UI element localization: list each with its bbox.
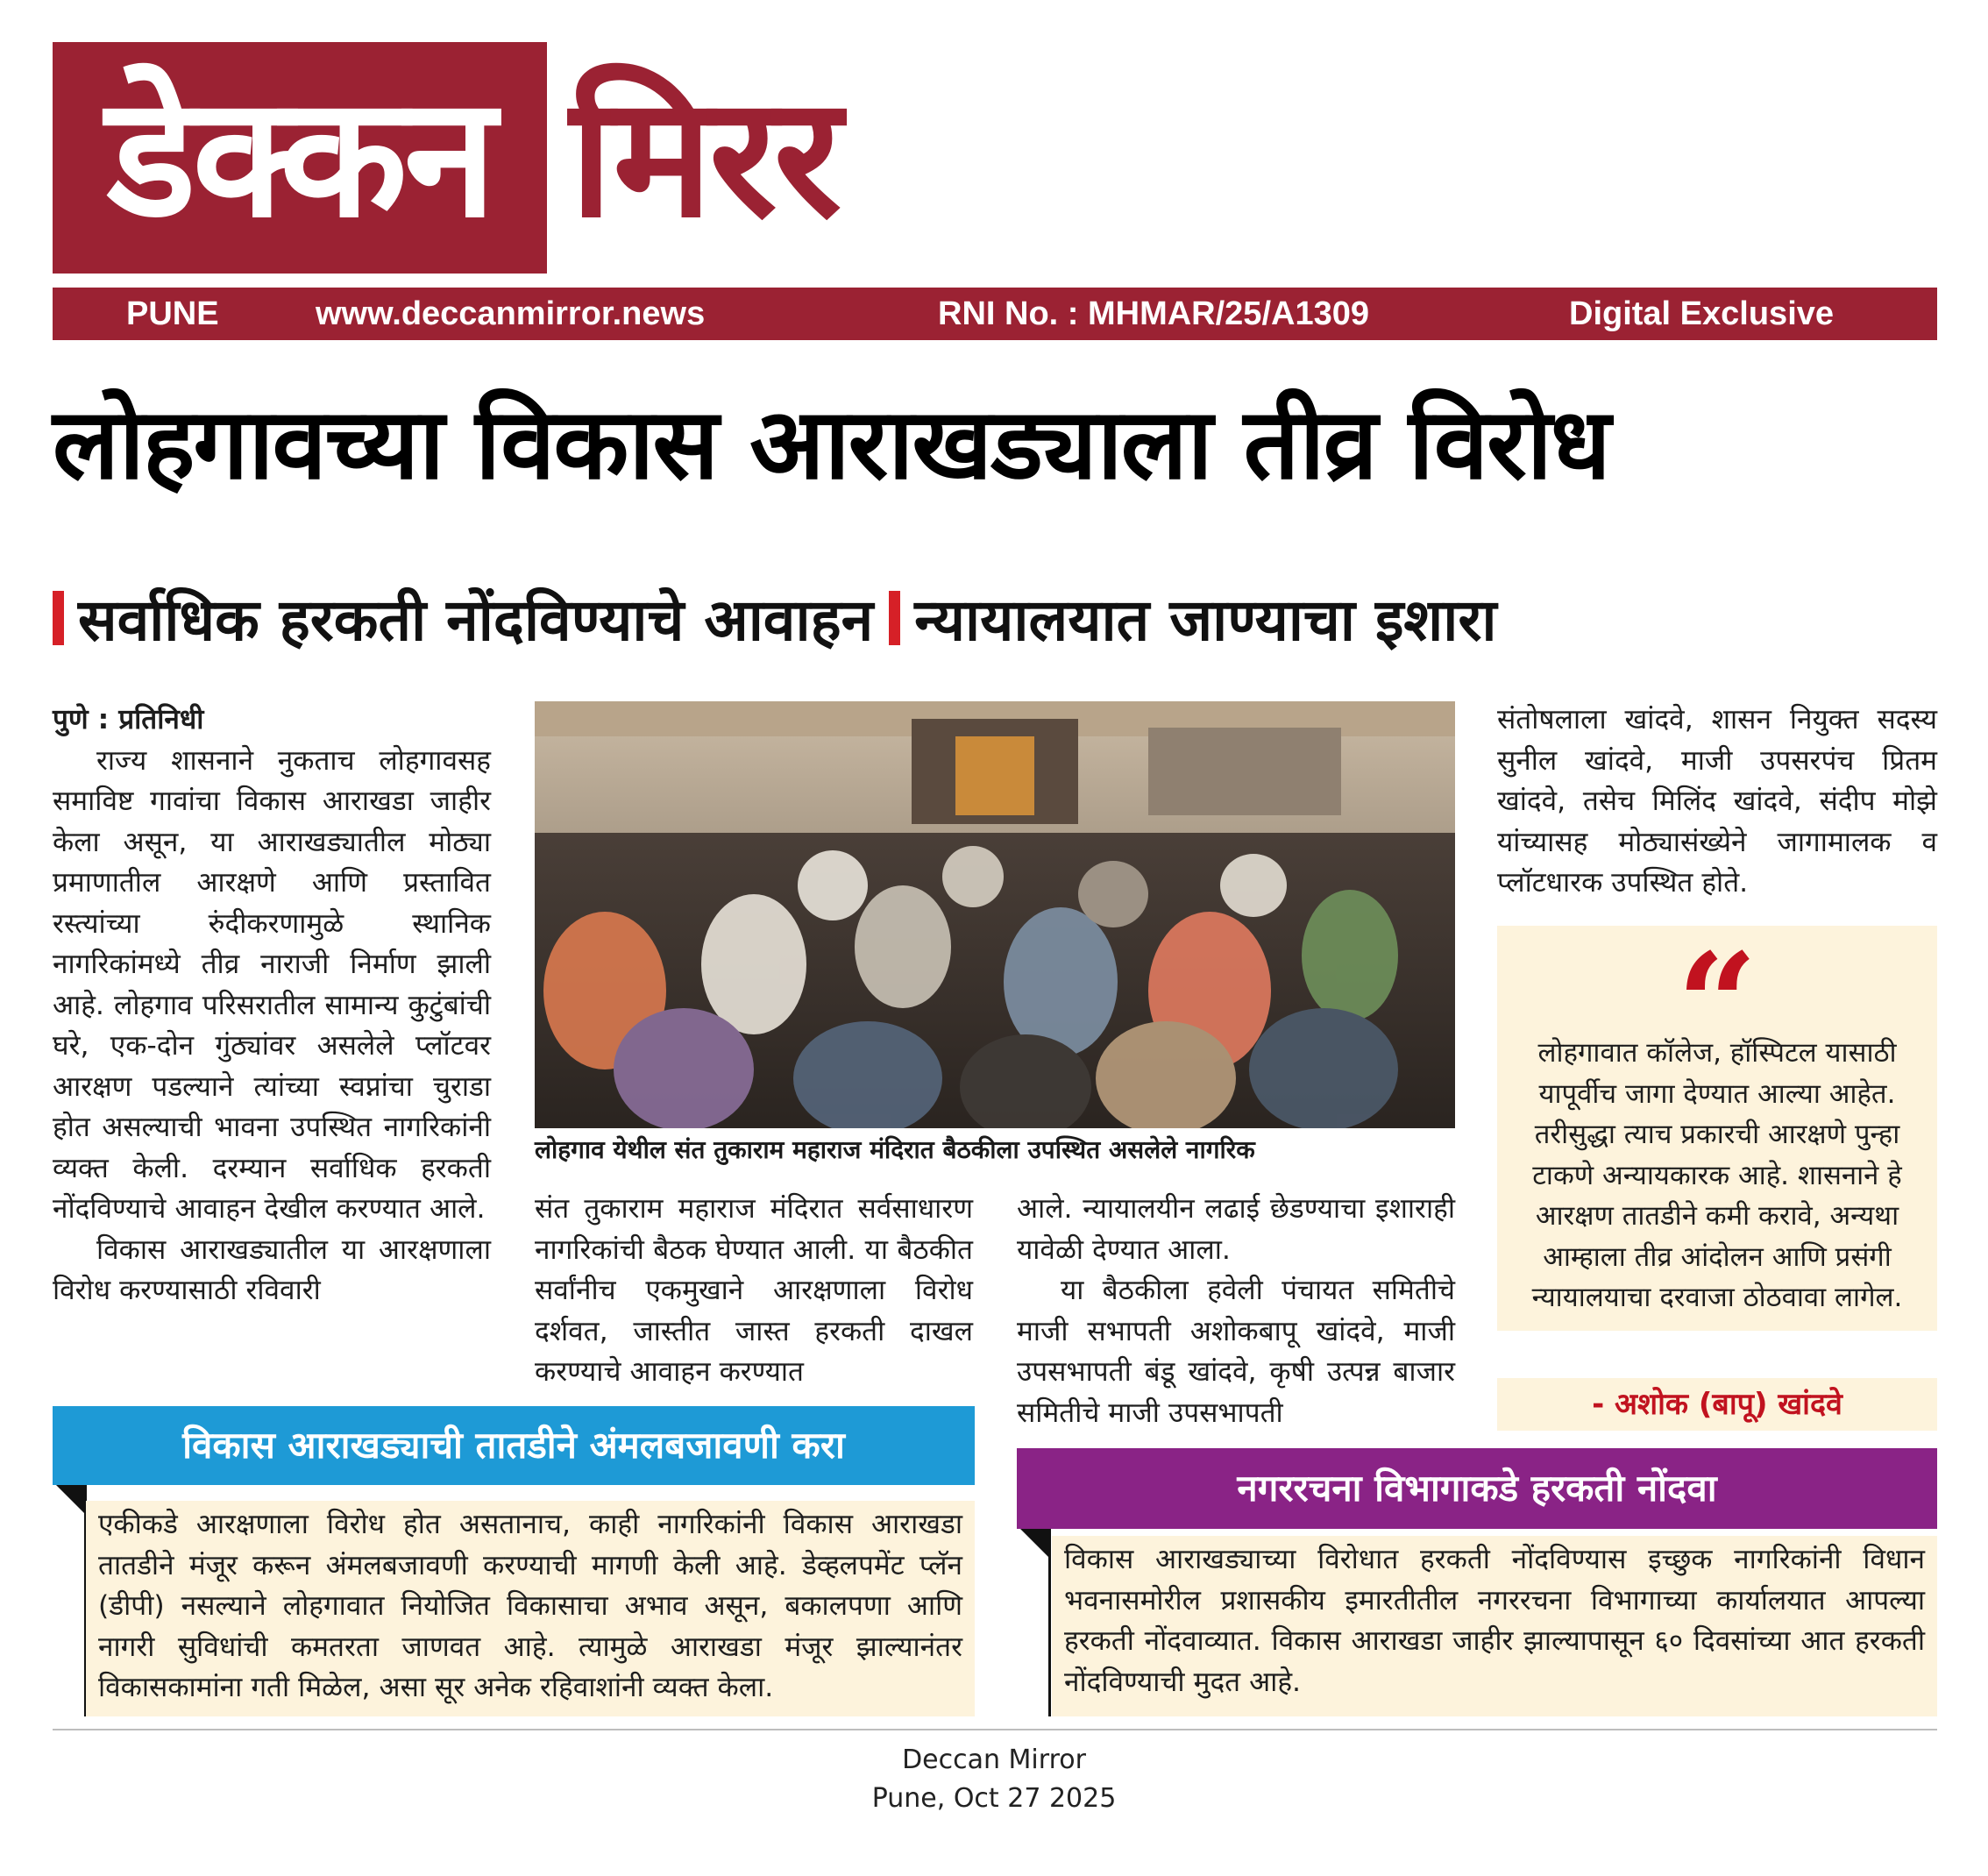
- article-paragraph: संत तुकाराम महाराज मंदिरात सर्वसाधारण नागरिकांची बैठक घेण्यात आली. या बैठकीत सर्वांनीच एकमुखाने आरक्षणाला विरोध दर्शवत, जास्तीत जास्त हरकती दाखल करण्याचे आवाहन करण्यात: [535, 1193, 973, 1388]
- subhead-marker: [53, 591, 64, 645]
- footer-date: Pune, Oct 27 2025: [871, 1783, 1117, 1814]
- article-column-2: [535, 1189, 973, 1393]
- photo-caption: लोहगाव येथील संत तुकाराम महाराज मंदिरात बैठकीला उपस्थित असलेले नागरिक: [535, 1135, 1255, 1164]
- website-link[interactable]: www.deccanmirror.news: [316, 295, 706, 332]
- box-blue-body: एकीकडे आरक्षणाला विरोध होत असतानाच, काही नागरिकांनी विकास आराखडा तातडीने मंजूर करून अंमलबजावणी करण्याची मागणी केली आहे. डेव्हलपमेंट प्लॅन (डीपी) नसल्याने लोहगावात नियोजित विकासाचा अभाव असून, बकालपणा आणि नागरी सुविधांची कमतरता जाणवत आहे. त्यामुळे आराखडा मंजूर झाल्यानंतर विकासकामांना गती मिळेल, असा सूर अनेक रहिवाशांनी व्यक्त केला.: [86, 1501, 975, 1716]
- rni-number: RNI No. : MHMAR/25/A1309: [938, 295, 1369, 332]
- article-paragraph: या बैठकीला हवेली पंचायत समितीचे माजी सभापती अशोकबापू खांदवे, माजी उपसभापती बंडू खांदवे, कृषी उत्पन्न बाजार समितीचे माजी उपसभापती: [1017, 1275, 1455, 1429]
- edition-label: Digital Exclusive: [1569, 295, 1835, 332]
- quote-mark-icon: “: [1676, 922, 1758, 1087]
- dateline: पुणे : प्रतिनिधी: [53, 704, 204, 735]
- article-paragraph: संतोषलाला खांदवे, शासन नियुक्त सदस्य सुनील खांदवे, माजी उपसरपंच प्रितम खांदवे, तसेच मिलिंद खांदवे, संदीप मोझे यांच्यासह मोठ्यासंख्येने जागामालक व प्लॉटधारक उपस्थित होते.: [1497, 704, 1937, 899]
- article-paragraph: राज्य शासनाने नुकताच लोहगावसह समाविष्ट गावांचा विकास आराखडा जाहीर केला असून, या आराखड्यातील मोठ्या प्रमाणातील आरक्षणे आणि प्रस्तावित रस्त्यांच्या रुंदीकरणामुळे स्थानिक नागरिकांमध्ये तीव्र नाराजी निर्माण झाली आहे. लोहगाव परिसरातील सामान्य कुटुंबांची घरे, एक-दोन गुंठ्यांवर असलेले प्लॉटवर आरक्षण पडल्याने त्यांच्या स्वप्नांचा चुराडा होत असल्याची भावना उपस्थित नागरिकांनी व्यक्त केली. दरम्यान सर्वाधिक हरकती नोंदविण्याचे आवाहन देखील करण्यात आले.: [53, 744, 491, 1225]
- box-purple-title: नगररचना विभागाकडे हरकती नोंदवा: [1017, 1448, 1937, 1529]
- meeting-photo-image: [535, 701, 1455, 1128]
- box-corner: [1020, 1529, 1050, 1559]
- masthead-name-right: मिरर: [570, 60, 839, 254]
- info-bar: [53, 288, 1937, 340]
- subheadline: [53, 579, 1937, 657]
- box-purple-body: विकास आराखड्याच्या विरोधात हरकती नोंदविण्यास इच्छुक नागरिकांनी विधान भवनासमोरील प्रशासकीय इमारतीतील नगररचना विभागाच्या कार्यालयात आपल्या हरकती नोंदवाव्यात. विकास आराखडा जाहीर झाल्यापासून ६० दिवसांच्या आत हरकती नोंदविण्याची मुदत आहे.: [1052, 1536, 1937, 1716]
- masthead-name-left: डेक्कन: [106, 60, 493, 254]
- city-label: PUNE: [126, 295, 219, 332]
- subhead-2: न्यायालयात जाण्याचा इशारा: [914, 586, 1497, 654]
- box-blue-title: विकास आराखड्याची तातडीने अंमलबजावणी करा: [53, 1406, 975, 1485]
- quote-text: लोहगावात कॉलेज, हॉस्पिटल यासाठी यापूर्वीच जागा देण्यात आल्या आहेत. तरीसुद्धा त्याच प्रकारची आरक्षणे पुन्हा टाकणे अन्यायकारक आहे. शासनाने हे आरक्षण तातडीने कमी करावे, अन्यथा आम्हाला तीव्र आंदोलन आणि प्रसंगी न्यायालयाचा दरवाजा ठोठवावा लागेल.: [1531, 1037, 1903, 1313]
- article-column-3: [1017, 1189, 1455, 1433]
- article-paragraph: आले. न्यायालयीन लढाई छेडण्याचा इशाराही यावेळी देण्यात आला.: [1017, 1193, 1455, 1266]
- footer-publication: Deccan Mirror: [902, 1745, 1086, 1775]
- quote-author: - अशोक (बापू) खांदवे: [1497, 1378, 1937, 1431]
- article-column-4: [1497, 700, 1937, 904]
- headline: लोहगावच्या विकास आराखड्याला तीव्र विरोध: [53, 387, 1609, 501]
- article-column-1: [53, 700, 491, 1311]
- box-corner: [56, 1485, 86, 1515]
- subhead-1: सर्वाधिक हरकती नोंदविण्याचे आवाहन: [78, 586, 874, 654]
- footer-divider: [53, 1729, 1937, 1730]
- meeting-photo: [535, 701, 1455, 1128]
- article-paragraph: विकास आराखड्यातील या आरक्षणाला विरोध करण्यासाठी रविवारी: [53, 1233, 491, 1306]
- subhead-marker: [889, 591, 900, 645]
- box-rule: [1048, 1529, 1051, 1716]
